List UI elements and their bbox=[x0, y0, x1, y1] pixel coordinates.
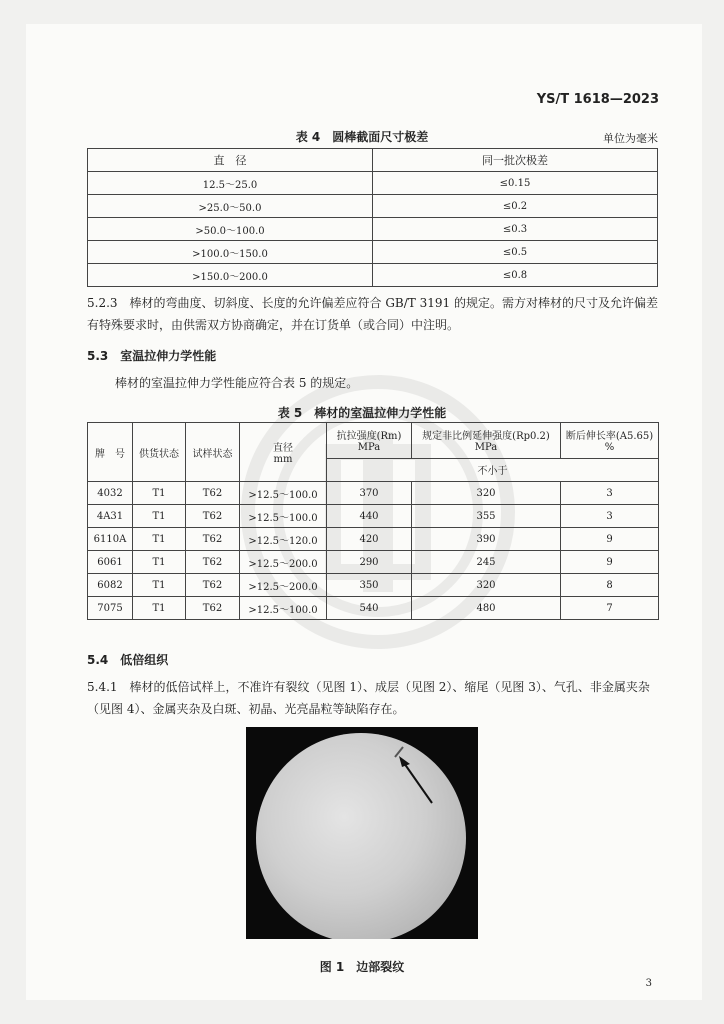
table-cell: 9 bbox=[561, 551, 659, 574]
table-cell: 320 bbox=[412, 574, 561, 597]
table-cell: T1 bbox=[133, 597, 186, 620]
table5 bbox=[87, 422, 659, 620]
table-cell: T62 bbox=[186, 505, 240, 528]
table-cell: 7 bbox=[561, 597, 659, 620]
table-row bbox=[88, 574, 659, 597]
table-cell: >12.5～100.0 bbox=[240, 597, 327, 620]
table-cell: >100.0～150.0 bbox=[88, 241, 373, 264]
table-cell: 7075 bbox=[88, 597, 133, 620]
table-cell: 12.5～25.0 bbox=[88, 172, 373, 195]
table5-header-sample: 试样状态 bbox=[186, 423, 240, 482]
table-cell: 480 bbox=[412, 597, 561, 620]
table5-header-rm-label: 抗拉强度(Rm) bbox=[336, 431, 402, 443]
table-cell: T1 bbox=[133, 551, 186, 574]
table-cell: 3 bbox=[561, 482, 659, 505]
table-cell: T62 bbox=[186, 597, 240, 620]
table-row bbox=[88, 482, 659, 505]
table-cell: ≤0.5 bbox=[373, 241, 658, 264]
table-cell: T62 bbox=[186, 528, 240, 551]
table-row bbox=[88, 218, 658, 241]
table-cell: >150.0～200.0 bbox=[88, 264, 373, 287]
table-cell: 355 bbox=[412, 505, 561, 528]
table-cell: >12.5～200.0 bbox=[240, 551, 327, 574]
table-row bbox=[88, 505, 659, 528]
table5-header-a-unit: % bbox=[604, 442, 615, 454]
table-cell: ≤0.8 bbox=[373, 264, 658, 287]
table-cell: T1 bbox=[133, 505, 186, 528]
table-cell: 350 bbox=[327, 574, 412, 597]
table4-header-range: 同一批次极差 bbox=[373, 149, 658, 172]
table4-header-diameter: 直 径 bbox=[88, 149, 373, 172]
section-5-4-title: 5.4 低倍组织 bbox=[87, 653, 169, 667]
table-cell: 6061 bbox=[88, 551, 133, 574]
table-cell: >25.0～50.0 bbox=[88, 195, 373, 218]
table-cell: >12.5～120.0 bbox=[240, 528, 327, 551]
table-cell: T62 bbox=[186, 551, 240, 574]
table5-header-min: 不小于 bbox=[327, 458, 659, 481]
table5-header-supply: 供货状态 bbox=[133, 423, 186, 482]
table5-header-rp bbox=[412, 423, 561, 459]
crack-arrow-icon bbox=[246, 727, 478, 939]
table-cell: >50.0～100.0 bbox=[88, 218, 373, 241]
table-row bbox=[88, 551, 659, 574]
table5-header-rp-label: 规定非比例延伸强度(Rp0.2) bbox=[422, 431, 550, 443]
table5-caption: 表 5 棒材的室温拉伸力学性能 bbox=[277, 406, 447, 420]
table5-header-rp-unit: MPa bbox=[474, 442, 498, 454]
table-header-row bbox=[88, 423, 659, 459]
table-cell: 9 bbox=[561, 528, 659, 551]
table-row bbox=[88, 241, 658, 264]
table-cell: 4032 bbox=[88, 482, 133, 505]
table4 bbox=[87, 148, 658, 287]
table-cell: T1 bbox=[133, 528, 186, 551]
figure1-photo bbox=[246, 727, 478, 939]
table-cell: T62 bbox=[186, 574, 240, 597]
table-cell: 370 bbox=[327, 482, 412, 505]
table-cell: ≤0.15 bbox=[373, 172, 658, 195]
table-cell: 8 bbox=[561, 574, 659, 597]
table-cell: T62 bbox=[186, 482, 240, 505]
table5-header-a bbox=[561, 423, 659, 459]
table-row bbox=[88, 528, 659, 551]
table5-header-rm-unit: MPa bbox=[357, 442, 381, 454]
section-5-3-text: 棒材的室温拉伸力学性能应符合表 5 的规定。 bbox=[115, 376, 359, 390]
table-cell: 390 bbox=[412, 528, 561, 551]
table-row bbox=[88, 195, 658, 218]
section-5-2-3-text: 5.2.3 棒材的弯曲度、切斜度、长度的允许偏差应符合 GB/T 3191 的规定。需方对棒材的尺寸及允许偏差有特殊要求时，由供需双方协商确定，并在订货单（或合同）中注明。 bbox=[87, 296, 658, 332]
table-cell: T1 bbox=[133, 482, 186, 505]
table5-header-a-label: 断后伸长率(A5.65) bbox=[565, 431, 654, 443]
figure1-caption: 图 1 边部裂纹 bbox=[319, 960, 405, 974]
table5-header-diameter bbox=[240, 423, 327, 482]
table-cell: 6110A bbox=[88, 528, 133, 551]
page-number: 3 bbox=[645, 978, 652, 989]
table-cell: >12.5～100.0 bbox=[240, 505, 327, 528]
table-cell: ≤0.2 bbox=[373, 195, 658, 218]
table-row bbox=[88, 264, 658, 287]
table-header-row bbox=[88, 149, 658, 172]
document-id: YS/T 1618—2023 bbox=[536, 92, 659, 107]
table-cell: 290 bbox=[327, 551, 412, 574]
section-5-4-1-text: 5.4.1 棒材的低倍试样上，不准许有裂纹（见图 1）、成层（见图 2）、缩尾（见图 3）、气孔、非金属夹杂（见图 4）、金属夹杂及白斑、初晶、光亮晶粒等缺陷存在。 bbox=[87, 680, 650, 716]
table5-header-rm bbox=[327, 423, 412, 459]
table-cell: >12.5～100.0 bbox=[240, 482, 327, 505]
table-cell: 540 bbox=[327, 597, 412, 620]
section-5-3-title: 5.3 室温拉伸力学性能 bbox=[87, 349, 217, 363]
table5-header-grade: 牌 号 bbox=[88, 423, 133, 482]
table-cell: ≤0.3 bbox=[373, 218, 658, 241]
table-row bbox=[88, 597, 659, 620]
table-cell: 4A31 bbox=[88, 505, 133, 528]
table-cell: 3 bbox=[561, 505, 659, 528]
table-cell: 6082 bbox=[88, 574, 133, 597]
table-cell: 245 bbox=[412, 551, 561, 574]
table-cell: >12.5～200.0 bbox=[240, 574, 327, 597]
table-row bbox=[88, 172, 658, 195]
table4-caption: 表 4 圆棒截面尺寸极差 bbox=[295, 130, 429, 144]
table-cell: 420 bbox=[327, 528, 412, 551]
table5-header-diameter-label: 直径 bbox=[273, 443, 293, 454]
table-cell: 320 bbox=[412, 482, 561, 505]
table5-header-diameter-unit: mm bbox=[273, 454, 293, 465]
table-cell: T1 bbox=[133, 574, 186, 597]
table-cell: 440 bbox=[327, 505, 412, 528]
table4-unit: 单位为毫米 bbox=[603, 132, 658, 145]
